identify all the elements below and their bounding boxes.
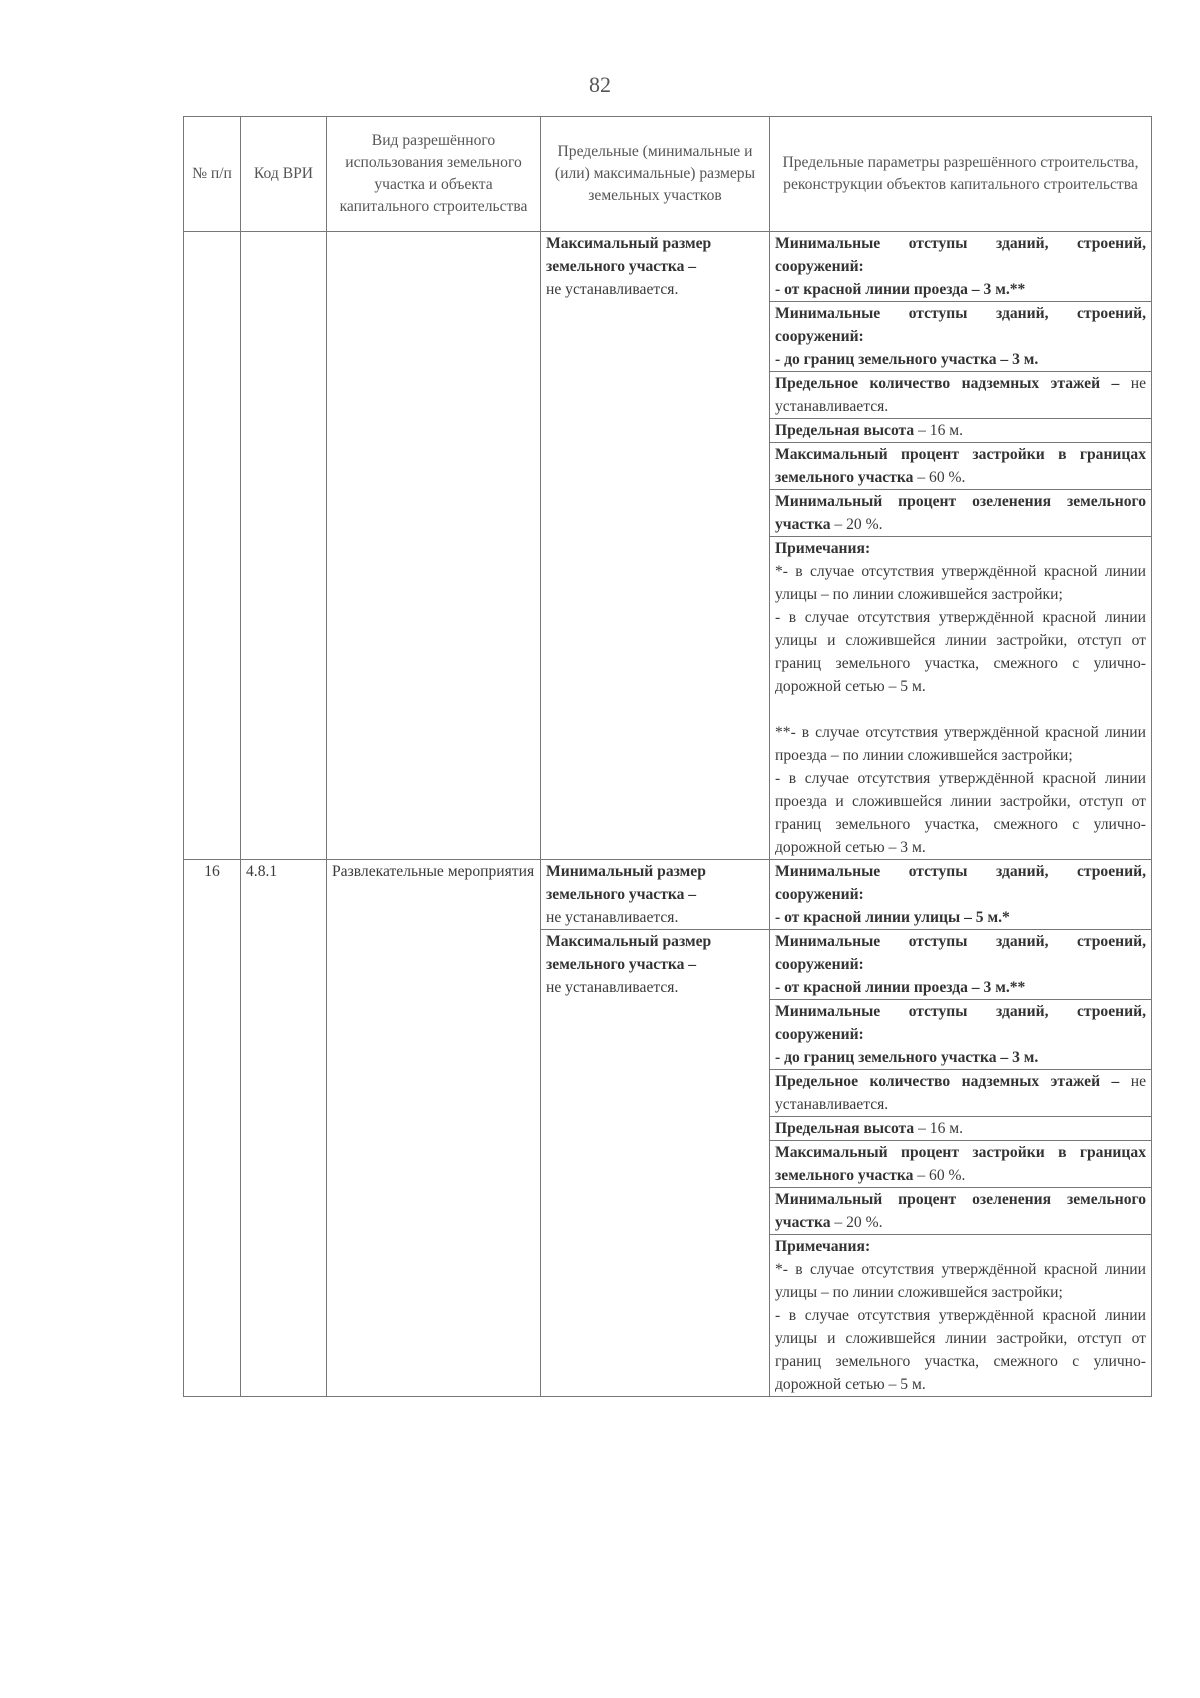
table-header-row	[184, 117, 1152, 232]
param-setback-lot-border: Минимальные отступы зданий, строений, сооружений: - до границ земельного участка – 3 м.	[770, 302, 1152, 372]
cell-use: Развлекательные мероприятия	[327, 860, 541, 1397]
param-floors: Предельное количество надземных этажей – не устанавливается.	[770, 1070, 1152, 1117]
lot-min-value: не устанавливается.	[546, 909, 679, 926]
table-row	[184, 232, 1152, 302]
header-num: № п/п	[184, 117, 241, 232]
note: *- в случае отсутствия утверждённой красной линии улицы – по линии сложившейся застройки;	[775, 1261, 1146, 1301]
note: **- в случае отсутствия утверждённой красной линии проезда – по линии сложившейся застройки;	[775, 724, 1146, 764]
header-size: Предельные (минимальные и (или) максимальные) размеры земельных участков	[541, 117, 770, 232]
note: - в случае отсутствия утверждённой красной линии проезда и сложившейся линии застройки, отступ от границ земельного участка, смежного с улично-дорожной сетью – 3 м.	[775, 770, 1146, 856]
lot-size-min	[541, 860, 770, 930]
lot-min-title: Минимальный размер земельного участка –	[546, 863, 706, 903]
note: *- в случае отсутствия утверждённой красной линии улицы – по линии сложившейся застройки;	[775, 563, 1146, 603]
notes-block	[770, 537, 1152, 860]
param-build-percent: Максимальный процент застройки в границах земельного участка – 60 %.	[770, 443, 1152, 490]
note: - в случае отсутствия утверждённой красной линии улицы и сложившейся линии застройки, отступ от границ земельного участка, смежного с улично-дорожной сетью – 5 м.	[775, 609, 1146, 695]
param-build-percent: Максимальный процент застройки в границах земельного участка – 60 %.	[770, 1141, 1152, 1188]
param-green-percent: Минимальный процент озеленения земельного участка – 20 %.	[770, 1188, 1152, 1235]
cell-num-empty	[184, 232, 241, 860]
param-setback-lot-border: Минимальные отступы зданий, строений, сооружений: - до границ земельного участка – 3 м.	[770, 1000, 1152, 1070]
notes-block	[770, 1235, 1152, 1397]
param-setback-red-line-driveway: Минимальные отступы зданий, строений, сооружений: - от красной линии проезда – 3 м.**	[770, 930, 1152, 1000]
param-setback-red-line-driveway: Минимальные отступы зданий, строений, сооружений: - от красной линии проезда – 3 м.**	[770, 232, 1152, 302]
param-setback-red-line-street: Минимальные отступы зданий, строений, сооружений: - от красной линии улицы – 5 м.*	[770, 860, 1152, 930]
header-params: Предельные параметры разрешённого строительства, реконструкции объектов капитального строительства	[770, 117, 1152, 232]
notes-title: Примечания:	[775, 540, 871, 557]
cell-num: 16	[184, 860, 241, 1397]
cell-code: 4.8.1	[241, 860, 327, 1397]
regulations-table	[183, 116, 1152, 1397]
lot-max-title: Максимальный размер земельного участка –	[546, 235, 712, 275]
lot-size-max	[541, 930, 770, 1397]
param-floors: Предельное количество надземных этажей – не устанавливается.	[770, 372, 1152, 419]
header-use: Вид разрешённого использования земельного участка и объекта капитального строительства	[327, 117, 541, 232]
param-green-percent: Минимальный процент озеленения земельного участка – 20 %.	[770, 490, 1152, 537]
cell-use-empty	[327, 232, 541, 860]
lot-max-value: не устанавливается.	[546, 281, 679, 298]
table-row	[184, 860, 1152, 930]
cell-code-empty	[241, 232, 327, 860]
note: - в случае отсутствия утверждённой красной линии улицы и сложившейся линии застройки, отступ от границ земельного участка, смежного с улично-дорожной сетью – 5 м.	[775, 1307, 1146, 1393]
header-code: Код ВРИ	[241, 117, 327, 232]
param-height: Предельная высота – 16 м.	[770, 419, 1152, 443]
notes-title: Примечания:	[775, 1238, 871, 1255]
page-number: 82	[589, 72, 611, 97]
lot-max-title: Максимальный размер земельного участка –	[546, 933, 712, 973]
lot-max-value: не устанавливается.	[546, 979, 679, 996]
param-height: Предельная высота – 16 м.	[770, 1117, 1152, 1141]
lot-size-max	[541, 232, 770, 860]
